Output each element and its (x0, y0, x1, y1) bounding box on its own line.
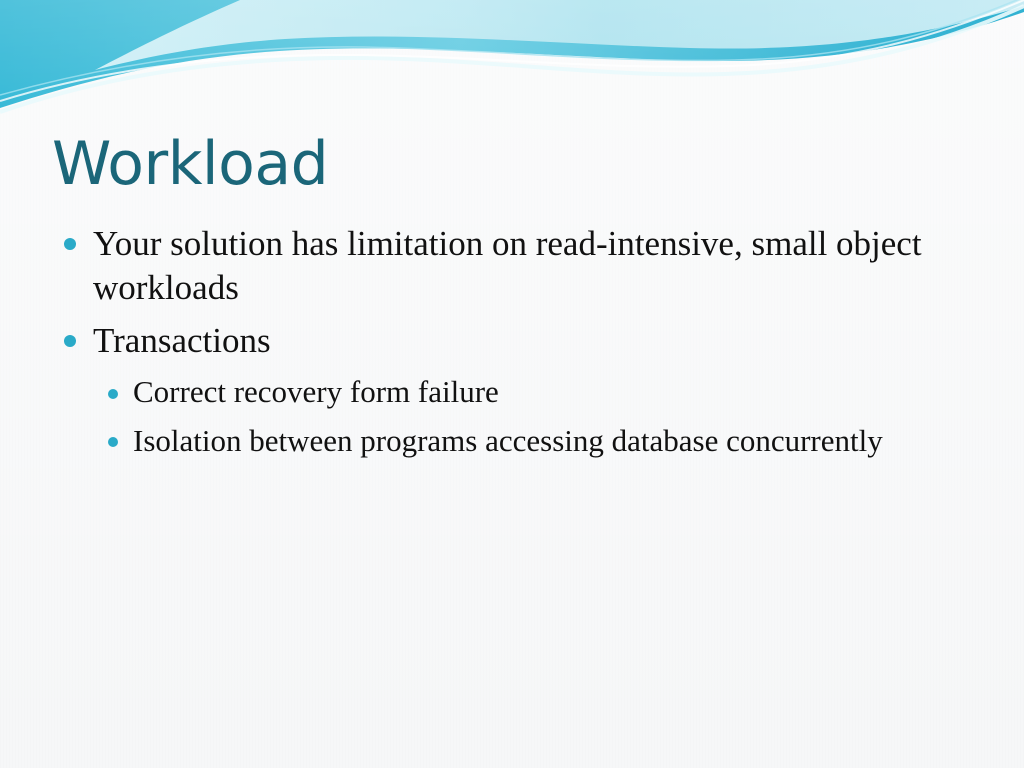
bullet-icon (64, 238, 76, 250)
list-item: Your solution has limitation on read-intensive, small object workloads (93, 224, 922, 307)
bullet-icon (108, 389, 118, 399)
bullet-icon (108, 437, 118, 447)
list-item: Isolation between programs accessing database concurrently (133, 423, 883, 458)
bullet-icon (64, 335, 76, 347)
page-title: Workload (52, 129, 329, 199)
list-item: Correct recovery form failure (133, 374, 499, 409)
list-item: Transactions (93, 321, 271, 360)
